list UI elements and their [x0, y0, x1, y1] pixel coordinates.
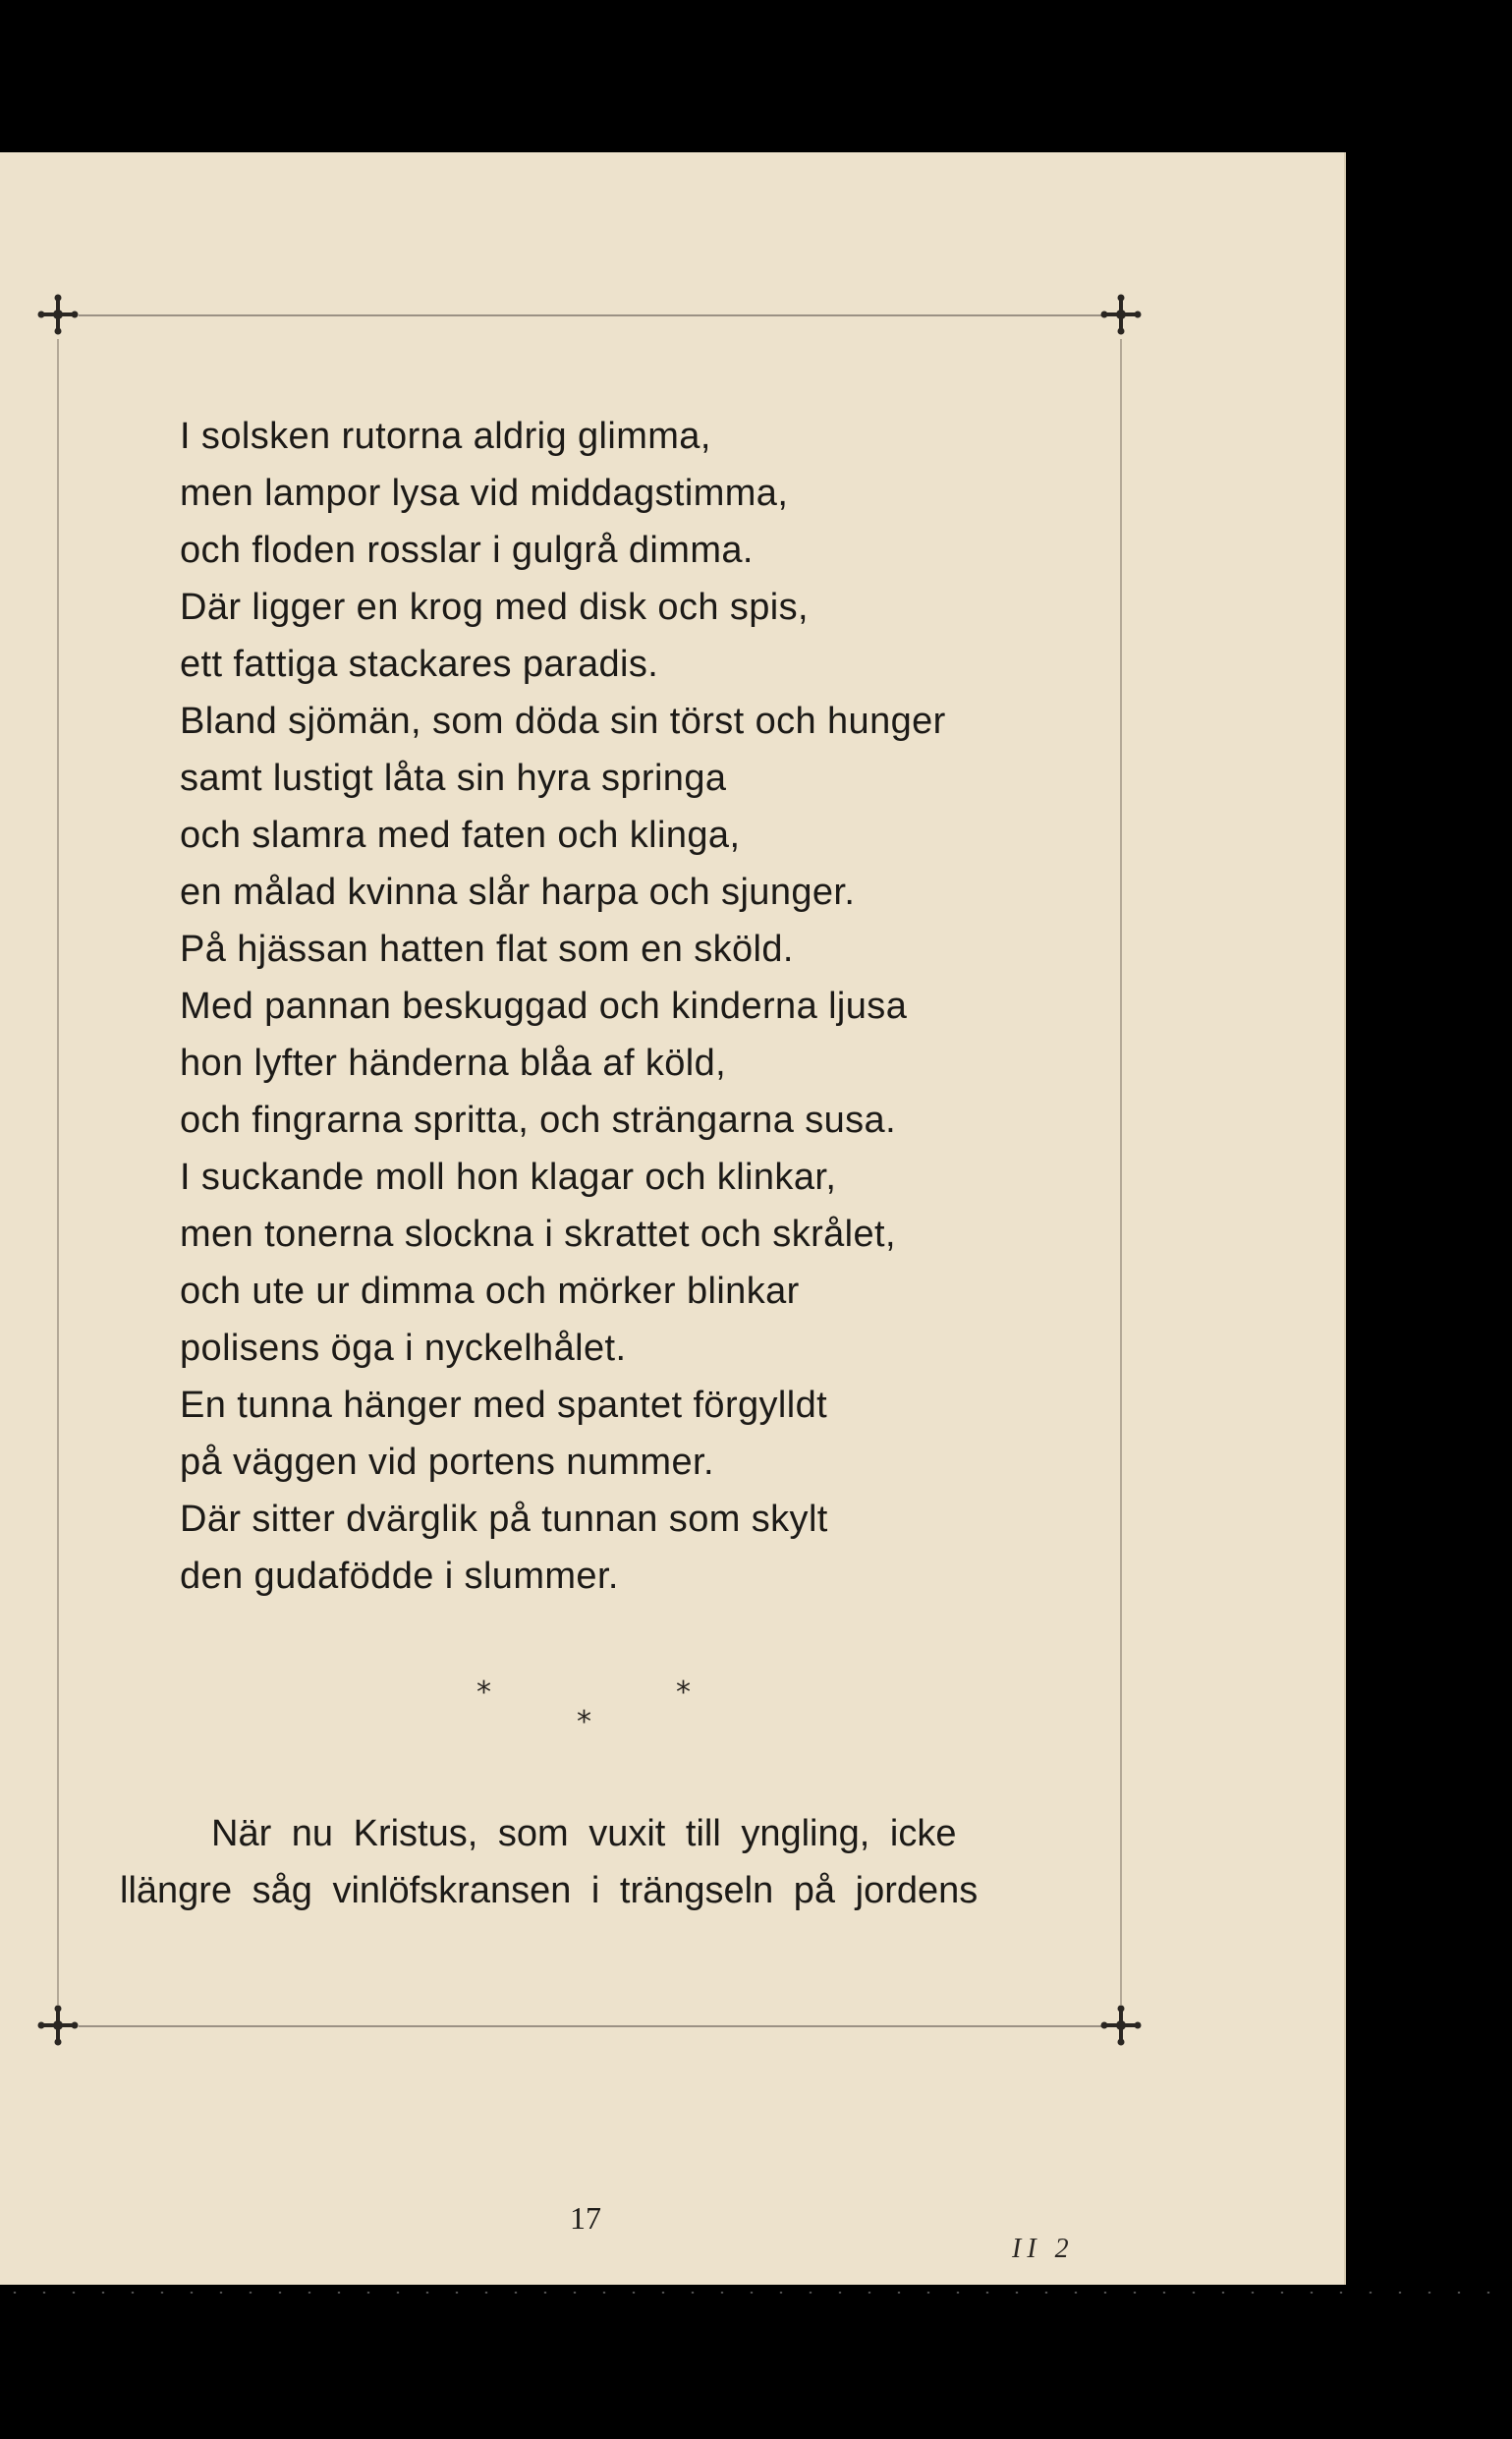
poem-line: samt lustigt låta sin hyra springa	[180, 758, 727, 799]
poem-line: en målad kvinna slår harpa och sjunger.	[180, 872, 856, 913]
left-frame-rule	[57, 339, 59, 2005]
page-number: 17	[570, 2200, 601, 2236]
signature-mark: II 2	[1012, 2234, 1075, 2264]
prose-line: llängre såg vinlöfskransen i trängseln på jordens	[120, 1870, 979, 1911]
bottom-edge-dots	[0, 2292, 1512, 2294]
right-frame-rule	[1120, 339, 1122, 2005]
poem-line: och floden rosslar i gulgrå dimma.	[180, 530, 754, 571]
poem-line: På hjässan hatten flat som en sköld.	[180, 929, 794, 970]
poem-line: och slamra med faten och klinga,	[180, 815, 741, 856]
poem-line: polisens öga i nyckelhålet.	[180, 1328, 627, 1369]
poem-line: Där ligger en krog med disk och spis,	[180, 587, 809, 628]
poem-line: En tunna hänger med spantet förgylldt	[180, 1385, 828, 1426]
top-left-cross-ornament	[35, 292, 81, 337]
poem-line: men tonerna slockna i skrattet och skrålet,	[180, 1214, 896, 1255]
poem-line: på väggen vid portens nummer.	[180, 1442, 714, 1483]
prose-line: När nu Kristus, som vuxit till yngling, icke	[211, 1813, 957, 1854]
poem-line: I suckande moll hon klagar och klinkar,	[180, 1157, 837, 1198]
top-right-cross-ornament	[1098, 292, 1144, 337]
poem-line: den gudafödde i slummer.	[180, 1556, 619, 1597]
poem-line: I solsken rutorna aldrig glimma,	[180, 416, 711, 457]
poem-line: och ute ur dimma och mörker blinkar	[180, 1271, 800, 1312]
asterism-star-right: *	[676, 1675, 691, 1710]
top-frame-rule	[79, 314, 1115, 316]
poem-line: och fingrarna spritta, och strängarna susa.	[180, 1100, 897, 1141]
poem-line: hon lyfter händerna blåa af köld,	[180, 1043, 727, 1084]
poem-line: men lampor lysa vid middagstimma,	[180, 473, 789, 514]
bottom-right-cross-ornament	[1098, 2003, 1144, 2048]
asterism-star-center: *	[577, 1705, 591, 1739]
asterism-star-left: *	[476, 1675, 491, 1710]
poem-line: ett fattiga stackares paradis.	[180, 644, 659, 685]
poem-line: Med pannan beskuggad och kinderna ljusa	[180, 986, 908, 1027]
bottom-left-cross-ornament	[35, 2003, 81, 2048]
poem-line: Bland sjömän, som döda sin törst och hunger	[180, 701, 946, 742]
bottom-frame-rule	[79, 2025, 1115, 2027]
book-page	[0, 152, 1346, 2285]
poem-line: Där sitter dvärglik på tunnan som skylt	[180, 1499, 828, 1540]
